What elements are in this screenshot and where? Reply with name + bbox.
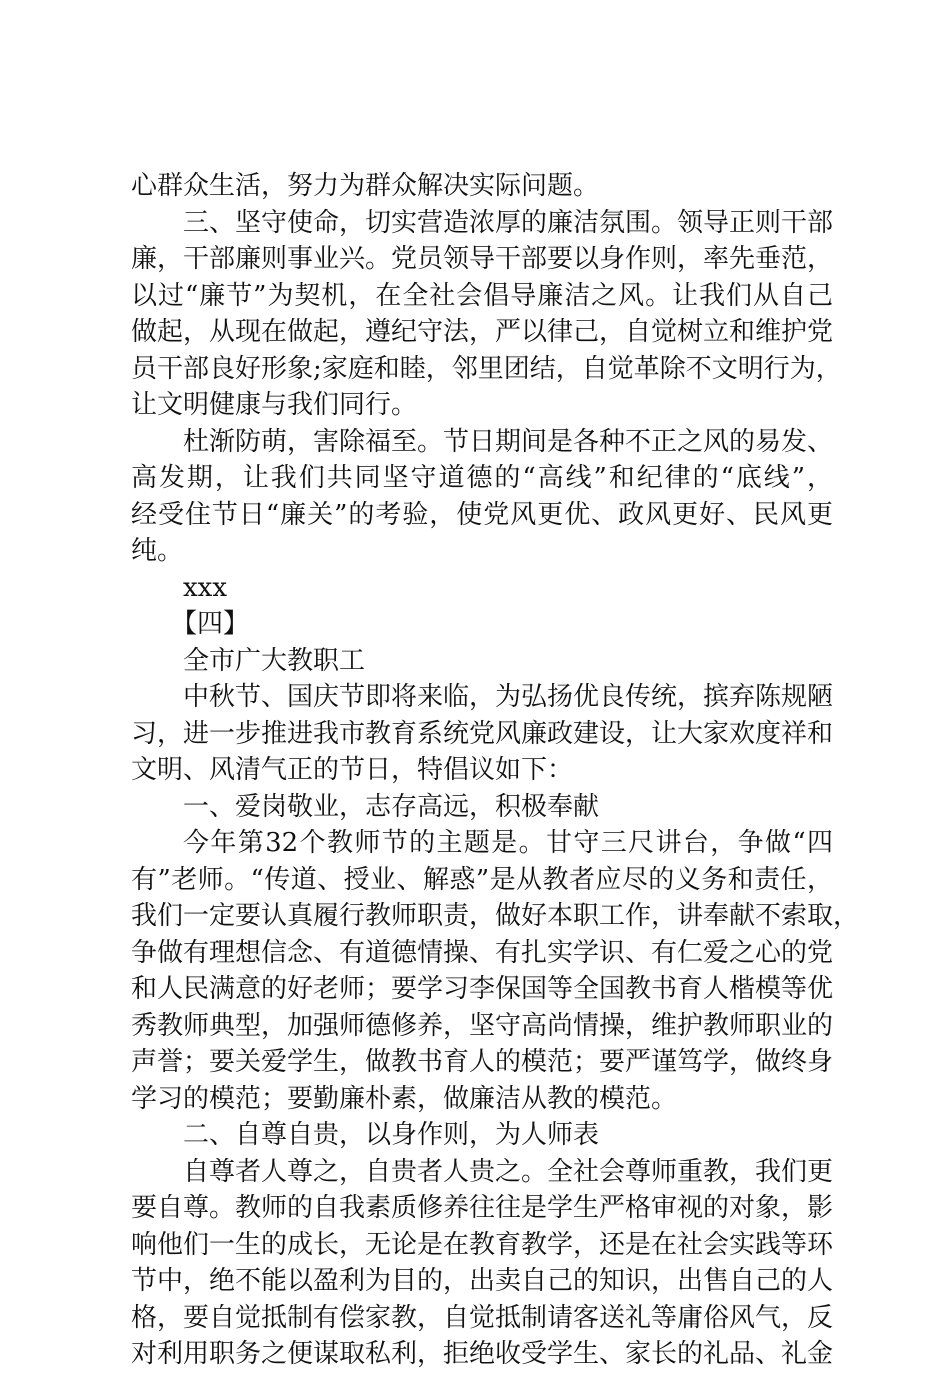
text-line: 今年第32个教师节的主题是。甘守三尺讲台，争做“四: [183, 828, 833, 858]
text-line: 争做有理想信念、有道德情操、有扎实学识、有仁爱之心的党: [131, 937, 834, 968]
text-line: 响他们一生的成长，无论是在教育教学，还是在社会实践等环: [131, 1229, 834, 1260]
text-line: 对利用职务之便谋取私利，拒绝收受学生、家长的礼品、礼金: [131, 1339, 834, 1369]
text-line: 廉，干部廉则事业兴。党员领导干部要以身作则，率先垂范，: [131, 244, 834, 274]
text-line: 文明、风清气正的节日，特倡议如下：: [131, 755, 574, 785]
text-line: 习，进一步推进我市教育系统党风廉政建设，让大家欢度祥和: [131, 718, 834, 749]
text-line: 自尊者人尊之，自贵者人贵之。全社会尊师重教，我们更: [183, 1156, 834, 1187]
text-line: 和人民满意的好老师；要学习李保国等全国教书育人楷模等优: [131, 974, 834, 1004]
signature-line: xxx: [183, 572, 227, 603]
text-line: 让文明健康与我们同行。: [131, 390, 418, 420]
subheading: 二、自尊自贵，以身作则，为人师表: [183, 1120, 600, 1150]
text-line: 以过“廉节”为契机，在全社会倡导廉洁之风。让我们从自己: [131, 280, 833, 311]
text-line: 杜渐防萌，害除福至。节日期间是各种不正之风的易发、: [183, 426, 834, 457]
text-line: 高发期，让我们共同坚守道德的“高线”和纪律的“底线”，: [131, 463, 833, 493]
text-line: 纯。: [131, 536, 184, 566]
section-heading: 【四】: [171, 609, 250, 639]
subheading: 一、爱岗敬业，志存高远，积极奉献: [183, 791, 600, 822]
text-line: 学习的模范；要勤廉朴素，做廉洁从教的模范。: [131, 1083, 678, 1114]
text-line: 声誉；要关爱学生，做教书育人的模范；要严谨笃学，做终身: [131, 1047, 834, 1077]
text-line: 心群众生活，努力为群众解决实际问题。: [131, 171, 600, 201]
text-line: 我们一定要认真履行教师职责，做好本职工作，讲奉献不索取，: [131, 901, 860, 931]
salutation: 全市广大教职工: [183, 645, 366, 676]
text-line: 有”老师。“传道、授业、解惑”是从教者应尽的义务和责任，: [131, 864, 833, 895]
text-line: 要自尊。教师的自我素质修养往往是学生严格审视的对象，影: [131, 1193, 834, 1223]
text-line: 格，要自觉抵制有偿家教，自觉抵制请客送礼等庸俗风气，反: [131, 1302, 834, 1333]
text-line: 员干部良好形象;家庭和睦，邻里团结，自觉革除不文明行为，: [131, 353, 842, 384]
text-line: 秀教师典型，加强师德修养，坚守高尚情操，维护教师职业的: [131, 1010, 834, 1041]
text-line: 节中，绝不能以盈利为目的，出卖自己的知识，出售自己的人: [131, 1266, 834, 1296]
document-body: [131, 168, 860, 1373]
text-line: 经受住节日“廉关”的考验，使党风更优、政风更好、民风更: [131, 499, 833, 530]
text-line: 三、坚守使命，切实营造浓厚的廉洁氛围。领导正则干部: [183, 207, 834, 238]
text-line: 做起，从现在做起，遵纪守法，严以律己，自觉树立和维护党: [131, 317, 834, 347]
text-line: 中秋节、国庆节即将来临，为弘扬优良传统，摈弃陈规陋: [183, 682, 834, 712]
